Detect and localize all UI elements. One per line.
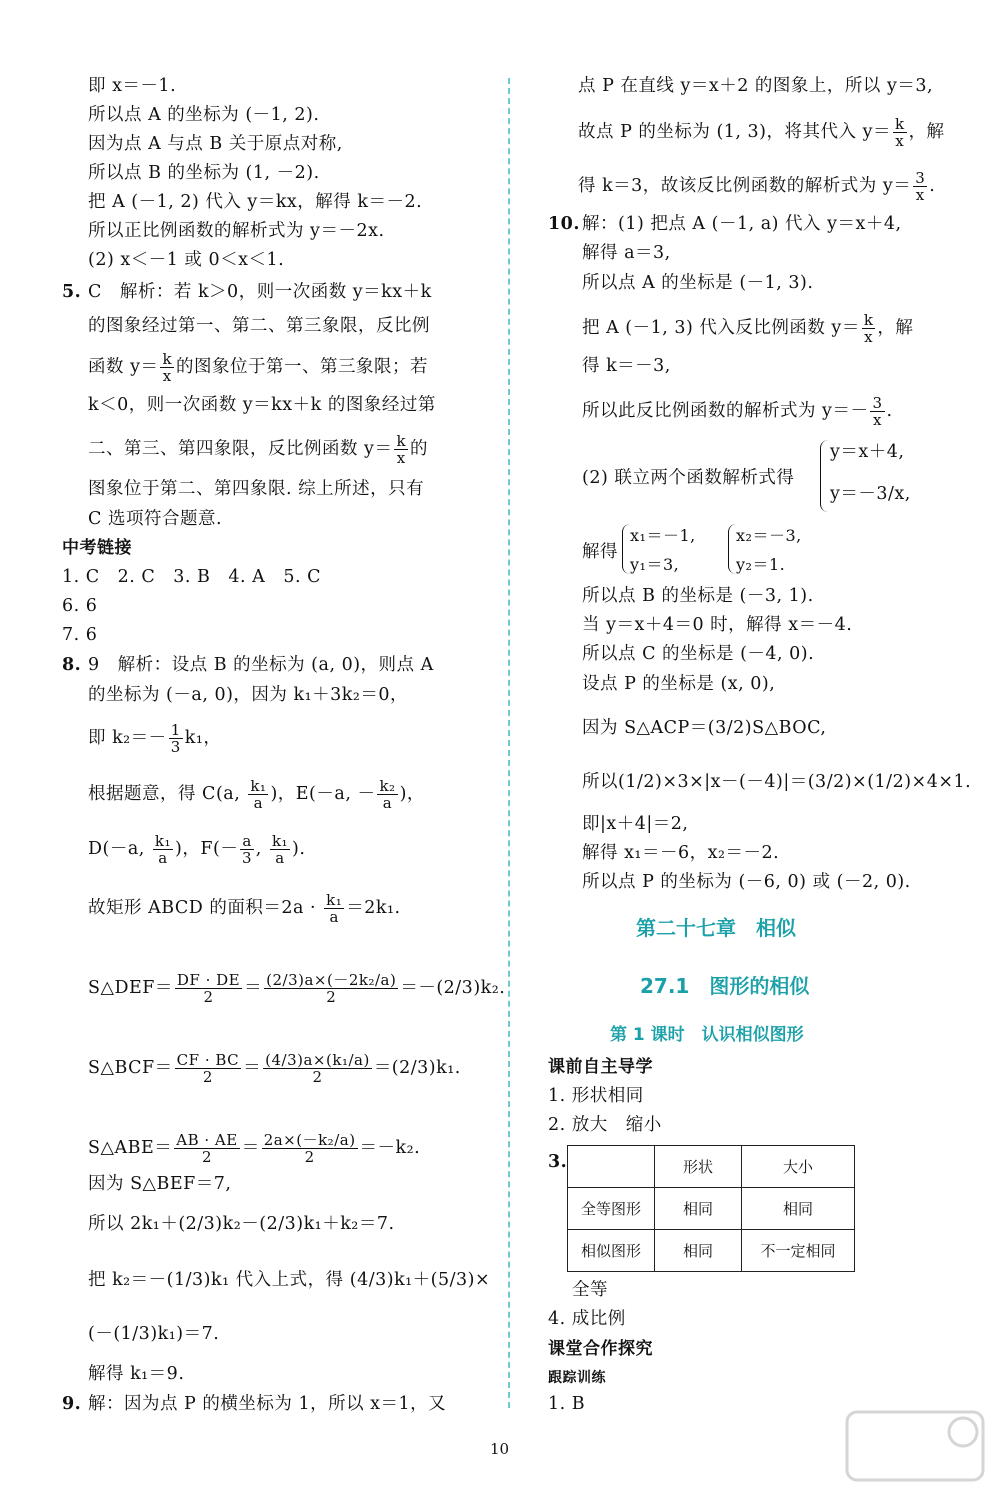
- table-cell: 形状: [655, 1146, 742, 1188]
- fraction: [394, 433, 408, 466]
- fraction: [862, 312, 876, 345]
- text-fragment: S△BCF＝: [88, 1058, 173, 1078]
- text-line: 所以 2k₁＋(2/3)k₂－(2/3)k₁＋k₂＝7.: [88, 1214, 395, 1234]
- text-line: 把 k₂＝－(1/3)k₁ 代入上式，得 (4/3)k₁＋(5/3)×: [88, 1270, 491, 1290]
- table-header-row: [568, 1146, 855, 1188]
- page-number: 10: [490, 1440, 510, 1458]
- system-eq: y₂＝1.: [736, 555, 786, 574]
- numerator: 1: [170, 721, 181, 739]
- fraction: [264, 972, 398, 1005]
- denominator: x: [864, 328, 874, 346]
- formula-line: S△DEF＝ $\frac{DF \cdot DE}{2}$ ＝ $\frac{\text{(2/3)a×(－2k₂/a)}}{2}$ ＝－(2/3)k₂.: [88, 971, 506, 1006]
- text-line: 解得 x₁＝－6，x₂＝－2.: [582, 843, 780, 863]
- column-divider: [508, 78, 510, 1408]
- text-line: 得 k＝－3,: [582, 356, 671, 376]
- answer-line: 1. B: [548, 1394, 586, 1414]
- text-line: 当 y＝x＋4＝0 时，解得 x＝－4.: [582, 615, 853, 635]
- subsection-heading: 跟踪训练: [548, 1370, 606, 1386]
- text-fragment: 函数 y＝: [88, 357, 159, 377]
- system-eq: x₁＝－1,: [630, 526, 696, 545]
- numerator: 2a×(－k₂/a): [263, 1131, 356, 1149]
- denominator: 2: [202, 1068, 213, 1086]
- system-eq: y＝x＋4,: [830, 442, 905, 462]
- system-eq: y＝－3/x,: [830, 484, 911, 504]
- text-line: 所以点 P 的坐标为 (－6, 0) 或 (－2, 0).: [582, 872, 911, 892]
- text-line: 所以点 B 的坐标为 (1, －2).: [88, 163, 320, 183]
- question-number: 3.: [548, 1152, 568, 1172]
- fraction: [262, 1132, 358, 1165]
- text-line: [88, 722, 221, 755]
- answer-line: 2. 放大 缩小: [548, 1115, 662, 1135]
- denominator: 2: [326, 988, 337, 1006]
- text-line: 即 x＝－1.: [88, 76, 177, 96]
- numerator: k₁: [271, 832, 289, 850]
- text-fragment: )，F(－: [175, 839, 239, 859]
- text-line: 图象位于第二、第四象限. 综上所述，只有: [88, 479, 425, 499]
- text-fragment: ).: [292, 839, 306, 859]
- denominator: x: [872, 411, 882, 429]
- text-fragment: ，解: [908, 122, 945, 142]
- denominator: x: [162, 367, 172, 385]
- text-fragment: 即 k₂＝－: [88, 728, 167, 748]
- numerator: (2/3)a×(－2k₂/a): [266, 971, 397, 989]
- text-line: [88, 433, 428, 466]
- comparison-table: [567, 1145, 855, 1272]
- section-heading: 课前自主导学: [548, 1057, 653, 1077]
- question-number: 5.: [62, 282, 82, 302]
- fraction: [240, 833, 253, 866]
- numerator: k: [894, 115, 905, 133]
- denominator: a: [158, 849, 168, 867]
- numerator: k: [396, 432, 407, 450]
- answer-line: 1. C 2. C 3. B 4. A 5. C: [62, 567, 321, 587]
- text-fragment: S△DEF＝: [88, 978, 173, 998]
- text-line: 所以点 C 的坐标是 (－4, 0).: [582, 644, 815, 664]
- denominator: 2: [201, 1148, 212, 1166]
- denominator: 2: [304, 1148, 315, 1166]
- text-line: [88, 778, 425, 811]
- text-line: 点 P 在直线 y＝x＋2 的图象上，所以 y＝3,: [578, 76, 934, 96]
- text-line: 所以(1/2)×3×|x－(－4)|＝(3/2)×(1/2)×4×1.: [582, 772, 972, 792]
- text-line: 解：因为点 P 的横坐标为 1，所以 x＝1，又: [88, 1394, 447, 1414]
- text-fragment: .: [886, 401, 893, 421]
- text-line: 解：(1) 把点 A (－1, a) 代入 y＝x＋4,: [582, 214, 902, 234]
- fraction: [893, 116, 907, 149]
- fraction: [377, 778, 397, 811]
- text-line: 因为 S△ACP＝(3/2)S△BOC,: [582, 718, 827, 738]
- text-fragment: .: [929, 176, 936, 196]
- question-number: 9.: [62, 1394, 82, 1414]
- system-eq: y₁＝3,: [630, 555, 680, 574]
- table-cell: [568, 1146, 655, 1188]
- text-fragment: 所以此反比例函数的解析式为 y＝－: [582, 401, 869, 421]
- numerator: 3: [872, 394, 883, 412]
- text-line: (2) 联立两个函数解析式得: [582, 468, 795, 488]
- text-line: (2) x＜－1 或 0＜x＜1.: [88, 250, 285, 270]
- text-fragment: 故矩形 ABCD 的面积＝2a ·: [88, 898, 323, 918]
- formula-line: S△BCF＝ $\frac{CF \cdot BC}{2}$ ＝ $\frac{\text{(4/3)a×(k₁/a)}}{2}$ ＝(2/3)k₁.: [88, 1051, 461, 1086]
- numerator: k₁: [326, 891, 343, 909]
- table-cell: 相似图形: [568, 1230, 655, 1272]
- text-fragment: ＝－(2/3)k₂.: [400, 978, 506, 998]
- formula-line: S△ABE＝ $\frac{AB \cdot AE}{2}$ ＝ $\frac{\text{2a×(－k₂/a)}}{2}$ ＝－k₂.: [88, 1131, 421, 1166]
- fraction: [248, 778, 268, 811]
- text-fragment: ,: [255, 839, 268, 859]
- answer-line: 7. 6: [62, 625, 98, 645]
- denominator: x: [915, 186, 925, 204]
- denominator: x: [396, 449, 406, 467]
- text-fragment: )，E(－a, －: [270, 784, 376, 804]
- text-line: (－(1/3)k₁)＝7.: [88, 1324, 220, 1344]
- text-fragment: 二、第三、第四象限，反比例函数 y＝: [88, 439, 393, 459]
- text-fragment: ＝－k₂.: [359, 1138, 421, 1158]
- numerator: a: [242, 832, 252, 850]
- text-line: 因为点 A 与点 B 关于原点对称,: [88, 134, 343, 154]
- denominator: a: [253, 794, 264, 812]
- text-fragment: )，: [399, 784, 425, 804]
- answer-line: 1. 形状相同: [548, 1086, 644, 1106]
- text-line: 解得: [582, 542, 618, 562]
- lesson-title: 第 1 课时 认识相似图形: [610, 1025, 804, 1045]
- fraction: [913, 170, 927, 203]
- text-fragment: 把 A (－1, 3) 代入反比例函数 y＝: [582, 318, 860, 338]
- text-line: 所以正比例函数的解析式为 y＝－2x.: [88, 221, 385, 241]
- table-row: [568, 1230, 855, 1272]
- fraction: [175, 972, 242, 1005]
- denominator: 3: [242, 849, 253, 867]
- numerator: k₁: [250, 777, 267, 795]
- section-title: 27.1 图形的相似: [640, 974, 810, 998]
- denominator: 2: [203, 988, 214, 1006]
- fraction: [175, 1052, 241, 1085]
- text-line: 因为 S△BEF＝7,: [88, 1174, 232, 1194]
- numerator: k₂: [379, 777, 396, 795]
- question-number: 10.: [548, 214, 580, 234]
- table-cell: 大小: [742, 1146, 855, 1188]
- text-line: 把 A (－1, 2) 代入 y＝kx，解得 k＝－2.: [88, 192, 423, 212]
- text-line: 的图象经过第一、第二、第三象限，反比例: [88, 316, 430, 336]
- text-line: 即|x＋4|＝2,: [582, 814, 689, 834]
- numerator: k₁: [154, 832, 172, 850]
- watermark-logo: [845, 1410, 985, 1482]
- text-fragment: 故点 P 的坐标为 (1, 3)，将其代入 y＝: [578, 122, 891, 142]
- fraction: [263, 1052, 372, 1085]
- table-cell: 相同: [742, 1188, 855, 1230]
- table-row: [568, 1188, 855, 1230]
- answer-line: 6. 6: [62, 596, 98, 616]
- denominator: 3: [170, 738, 181, 756]
- text-line: 的坐标为 (－a, 0)，因为 k₁＋3k₂＝0，: [88, 685, 408, 705]
- text-fragment: 的: [410, 439, 429, 459]
- denominator: x: [895, 132, 905, 150]
- text-line: 所以点 B 的坐标是 (－3, 1).: [582, 586, 814, 606]
- text-line: [582, 395, 893, 428]
- numerator: CF · BC: [176, 1051, 240, 1069]
- text-line: [578, 170, 935, 203]
- answer-line: 4. 成比例: [548, 1309, 626, 1329]
- numerator: k: [162, 350, 173, 368]
- fraction: [324, 892, 344, 925]
- table-cell: 不一定相同: [742, 1230, 855, 1272]
- table-cell: 全等图形: [568, 1188, 655, 1230]
- text-line: C 选项符合题意.: [88, 509, 223, 529]
- text-line: k＜0，则一次函数 y＝kx＋k 的图象经过第: [88, 395, 436, 415]
- text-line: [582, 312, 913, 345]
- text-line: [88, 351, 428, 384]
- section-heading: 中考链接: [62, 538, 132, 558]
- text-fragment: ，解: [877, 318, 914, 338]
- text-line: 解得 k₁＝9.: [88, 1364, 185, 1384]
- text-fragment: ＝2k₁.: [346, 898, 401, 918]
- text-line: 解得 a＝3,: [582, 243, 671, 263]
- fraction: [270, 833, 290, 866]
- system-eq: x₂＝－3,: [736, 526, 802, 545]
- text-line: 所以点 A 的坐标是 (－1, 3).: [582, 273, 814, 293]
- text-fragment: D(－a,: [88, 839, 151, 859]
- fraction: [153, 833, 173, 866]
- numerator: DF · DE: [176, 971, 241, 989]
- text-fragment: 得 k＝3，故该反比例函数的解析式为 y＝: [578, 176, 912, 196]
- text-line: [88, 833, 305, 866]
- fraction: [160, 351, 174, 384]
- fraction: [870, 395, 884, 428]
- table-cell: 相同: [655, 1230, 742, 1272]
- numerator: AB · AE: [176, 1131, 238, 1149]
- numerator: 3: [915, 169, 926, 187]
- question-number: 8.: [62, 655, 82, 675]
- chapter-title: 第二十七章 相似: [636, 916, 796, 940]
- text-line: 9 解析：设点 B 的坐标为 (a, 0)，则点 A: [88, 655, 434, 675]
- text-fragment: k₁，: [184, 728, 222, 748]
- text-line: 全等: [572, 1280, 608, 1300]
- text-line: C 解析：若 k＞0，则一次函数 y＝kx＋k: [88, 282, 432, 302]
- table-cell: 相同: [655, 1188, 742, 1230]
- text-fragment: ＝(2/3)k₁.: [373, 1058, 461, 1078]
- text-fragment: 的图象位于第一、第三象限；若: [176, 357, 429, 377]
- fraction: [174, 1132, 239, 1165]
- numerator: k: [863, 311, 874, 329]
- denominator: a: [329, 908, 339, 926]
- denominator: a: [275, 849, 285, 867]
- denominator: a: [382, 794, 393, 812]
- text-fragment: 根据题意，得 C(a,: [88, 784, 247, 804]
- denominator: 2: [312, 1068, 323, 1086]
- section-heading: 课堂合作探究: [548, 1339, 653, 1359]
- fraction: [169, 722, 183, 755]
- text-line: 所以点 A 的坐标为 (－1, 2).: [88, 105, 320, 125]
- text-line: 设点 P 的坐标是 (x, 0),: [582, 674, 776, 694]
- text-line: [88, 892, 401, 925]
- text-fragment: S△ABE＝: [88, 1138, 173, 1158]
- numerator: (4/3)a×(k₁/a): [265, 1051, 370, 1069]
- text-line: [578, 116, 945, 149]
